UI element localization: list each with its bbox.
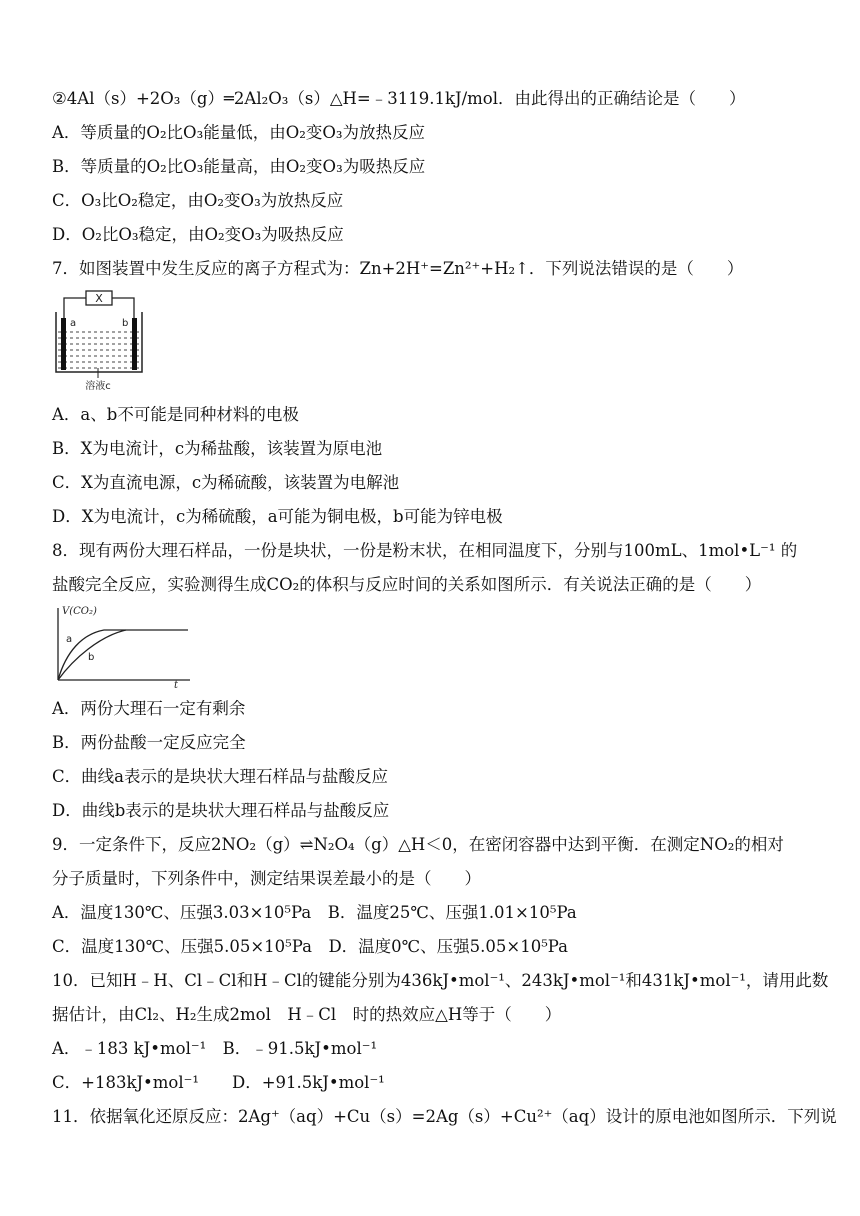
- q6-equation: ②4Al（s）+2O₃（g）═2Al₂O₃（s）△H=﹣3119.1kJ/mol．由此得出的正确结论是（ ）: [52, 89, 746, 108]
- q11-stem-line1: 11．依据氧化还原反应：2Ag⁺（aq）+Cu（s）=2Ag（s）+Cu²⁺（aq）设计的原电池如图所示．下列说: [52, 1107, 837, 1126]
- q7-option-d: D．X为电流计，c为稀硫酸，a可能为铜电极，b可能为锌电极: [52, 507, 503, 526]
- q8-stem-line1: 8．现有两份大理石样品，一份是块状，一份是粉末状，在相同温度下，分别与100mL、1mol•L⁻¹ 的: [52, 541, 798, 560]
- q9-stem-line1: 9．一定条件下，反应2NO₂（g）⇌N₂O₄（g）△H＜0，在密闭容器中达到平衡．在测定NO₂的相对: [52, 835, 784, 854]
- q7-box-label: X: [95, 292, 103, 305]
- q9-options-ab: A．温度130℃、压强3.03×10⁵Pa B．温度25℃、压强1.01×10⁵Pa: [52, 903, 577, 922]
- q7-electrode-a: a: [70, 318, 77, 329]
- q9-stem-line2: 分子质量时，下列条件中，测定结果误差最小的是（ ）: [52, 869, 481, 888]
- q7-option-a: A．a、b不可能是同种材料的电极: [52, 405, 299, 424]
- q7-cell-figure: [52, 288, 148, 392]
- q10-options-cd: C．+183kJ•mol⁻¹ D．+91.5kJ•mol⁻¹: [52, 1073, 385, 1092]
- q7-stem: 7．如图装置中发生反应的离子方程式为：Zn+2H⁺=Zn²⁺+H₂↑．下列说法错误的是（ ）: [52, 259, 744, 278]
- q6-option-b: B．等质量的O₂比O₃能量高，由O₂变O₃为吸热反应: [52, 157, 426, 176]
- q10-stem-line2: 据估计，由Cl₂、H₂生成2mol H﹣Cl 时的热效应△H等于（ ）: [52, 1005, 562, 1024]
- q7-option-b: B．X为电流计，c为稀盐酸，该装置为原电池: [52, 439, 383, 458]
- q8-option-d: D．曲线b表示的是块状大理石样品与盐酸反应: [52, 801, 390, 820]
- q6-option-c: C．O₃比O₂稳定，由O₂变O₃为放热反应: [52, 191, 344, 210]
- q7-solution-label: 溶液c: [85, 381, 111, 392]
- q6-option-a: A．等质量的O₂比O₃能量低，由O₂变O₃为放热反应: [52, 123, 425, 142]
- q8-stem-line2: 盐酸完全反应，实验测得生成CO₂的体积与反应时间的关系如图所示．有关说法正确的是（ ）: [52, 575, 762, 594]
- q8-volume-time-figure: [52, 602, 198, 688]
- q7-electrode-b: b: [122, 318, 129, 329]
- q6-option-d: D．O₂比O₃稳定，由O₂变O₃为吸热反应: [52, 225, 344, 244]
- q9-options-cd: C．温度130℃、压强5.05×10⁵Pa D．温度0℃、压强5.05×10⁵Pa: [52, 937, 569, 956]
- q8-y-axis-label: V(CO₂): [62, 606, 97, 617]
- q10-stem-line1: 10．已知H﹣H、Cl﹣Cl和H﹣Cl的键能分别为436kJ•mol⁻¹、243kJ•mol⁻¹和431kJ•mol⁻¹，请用此数: [52, 971, 829, 990]
- q10-options-ab: A．﹣183 kJ•mol⁻¹ B．﹣91.5kJ•mol⁻¹: [52, 1039, 378, 1058]
- q8-option-c: C．曲线a表示的是块状大理石样品与盐酸反应: [52, 767, 388, 786]
- q8-option-a: A．两份大理石一定有剩余: [52, 699, 246, 718]
- q8-x-axis-label: t: [174, 680, 179, 688]
- q8-option-b: B．两份盐酸一定反应完全: [52, 733, 246, 752]
- q7-option-c: C．X为直流电源，c为稀硫酸，该装置为电解池: [52, 473, 400, 492]
- q8-curve-b-label: b: [88, 652, 95, 663]
- q8-curve-a-label: a: [66, 634, 73, 645]
